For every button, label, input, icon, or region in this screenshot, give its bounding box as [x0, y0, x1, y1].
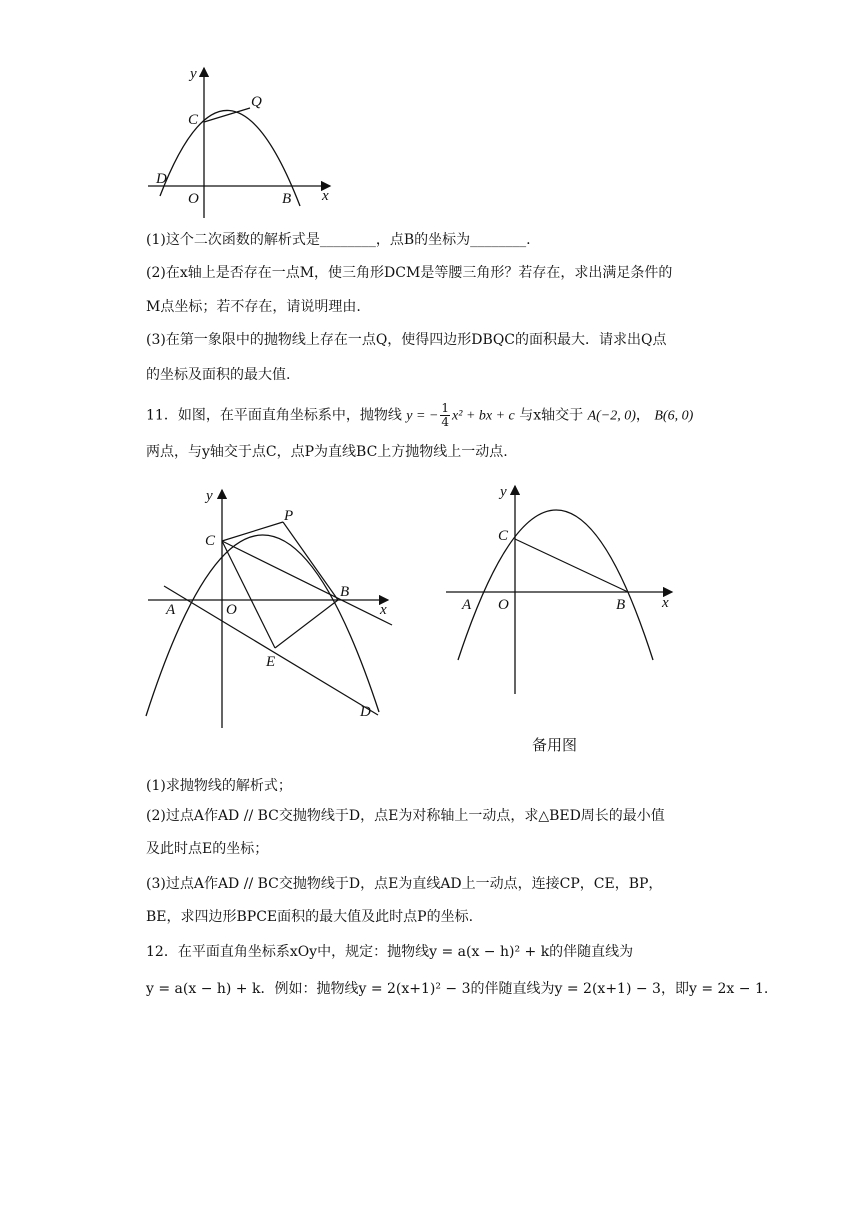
q11-part2-line2: 及此时点E的坐标；	[146, 841, 269, 857]
line-cb	[515, 539, 628, 592]
segment-cp	[222, 522, 283, 541]
q11-frac-num: 1	[441, 401, 450, 415]
q11-part3-line2: BE，求四边形BPCE面积的最大值及此时点P的坐标.	[146, 909, 474, 925]
segment-pb	[283, 522, 338, 600]
q10-part2-line1: (2)在x轴上是否存在一点M，使三角形DCM是等腰三角形？若存在，求出满足条件的	[146, 265, 673, 281]
figure-2-parabola-with-quadrilateral	[140, 484, 400, 730]
label-b: B	[616, 597, 626, 613]
label-d: D	[360, 704, 371, 720]
label-q: Q	[251, 94, 262, 110]
label-b: B	[282, 191, 292, 207]
label-x: x	[380, 602, 387, 618]
q11-intro-line1: 11．如图，在平面直角坐标系中，抛物线 y = − $\frac{1}{4}$ x² + bx + c 与x轴交于 A(−2, 0)， B(6, 0)	[146, 401, 694, 429]
q11-point-a: A(−2, 0)	[587, 408, 636, 424]
label-p: P	[284, 508, 294, 524]
label-y: y	[500, 484, 507, 500]
line-bc	[222, 541, 392, 625]
q11-formula: y = −	[406, 408, 439, 424]
q10-part3-line1: (3)在第一象限中的抛物线上存在一点Q，使得四边形DBQC的面积最大．请求出Q点	[146, 332, 667, 348]
label-o: O	[226, 602, 237, 618]
q11-intro-start: 11．如图，在平面直角坐标系中，抛物线	[146, 407, 402, 424]
q10-part1: (1)这个二次函数的解析式是________，点B的坐标为________.	[146, 232, 531, 248]
parabola-curve	[458, 510, 653, 660]
label-d: D	[156, 171, 167, 187]
q11-part3-line1: (3)过点A作AD // BC交抛物线于D，点E为直线AD上一动点，连接CP，CE，BP，	[146, 876, 663, 892]
label-a: A	[462, 597, 472, 613]
label-c: C	[205, 533, 216, 549]
label-x: x	[322, 188, 329, 204]
parabola-curve	[146, 535, 379, 716]
q10-part2-line2: M点坐标；若不存在，请说明理由.	[146, 299, 361, 315]
label-b: B	[340, 584, 350, 600]
label-e: E	[266, 654, 276, 670]
label-y: y	[206, 488, 213, 504]
label-o: O	[188, 191, 199, 207]
q11-intro-mid: 与x轴交于	[519, 407, 584, 424]
q12-line2: y = a(x − h) + k．例如：抛物线y = 2(x+1)² − 3的伴随直线为y = 2(x+1) − 3，即y = 2x − 1.	[146, 981, 769, 997]
figure-3-spare-graph	[440, 480, 680, 702]
label-c: C	[498, 528, 509, 544]
label-x: x	[662, 595, 669, 611]
segment-ce	[222, 541, 275, 648]
line-ad	[164, 586, 378, 715]
figure-3-caption: 备用图	[532, 736, 578, 754]
q11-part2-line1: (2)过点A作AD // BC交抛物线于D，点E为对称轴上一动点，求△BED周长的最小值	[146, 808, 665, 824]
q11-point-b: B(6, 0)	[654, 408, 694, 424]
q10-part3-line2: 的坐标及面积的最大值.	[146, 367, 291, 383]
label-a: A	[166, 602, 176, 618]
q11-intro-line2: 两点，与y轴交于点C，点P为直线BC上方抛物线上一动点.	[146, 444, 508, 460]
q11-frac-den: 4	[441, 415, 450, 429]
label-c: C	[188, 112, 199, 128]
q11-fraction	[440, 402, 450, 429]
segment-eb	[275, 600, 338, 648]
label-y: y	[190, 66, 197, 82]
q12-line1: 12．在平面直角坐标系xOy中，规定：抛物线y = a(x − h)² + k的伴随直线为	[146, 944, 634, 960]
q11-part1: (1)求抛物线的解析式；	[146, 778, 292, 794]
label-o: O	[498, 597, 509, 613]
q11-formula-rest: x² + bx + c	[452, 408, 515, 424]
figure-1-parabola-graph	[140, 60, 340, 225]
parabola-curve	[160, 110, 300, 206]
